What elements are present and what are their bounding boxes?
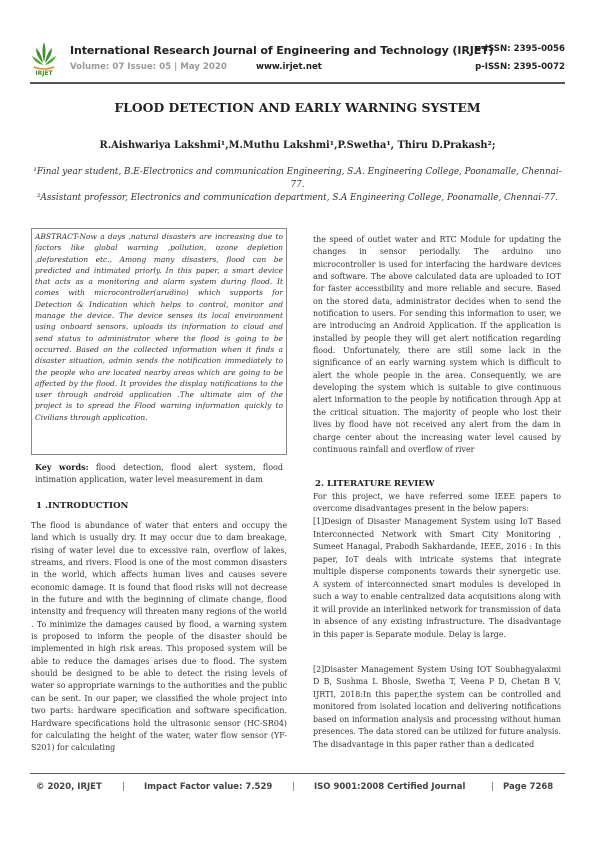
paper-title: FLOOD DETECTION AND EARLY WARNING SYSTEM <box>114 100 481 115</box>
literature-review-intro: For this project, we have referred some IEEE papers to overcome disadvantages present in the below papers: <box>313 492 561 514</box>
reference-1: [1]Design of Disaster Management System using IoT Based Interconnected Network with Smart City Monitoring , Sumeet Hanagal, Prabodh Sakhardande, IEEE, 2016 : In this paper, IoT deals with intricate systems that integrate multiple disperse components towards their synergetic use. A system of interconnected smart modules is developed in such a way to enable centralized data acquisitions along with it will provide an interlinked network for transmission of data in absence of any existing infrastructure. The disadvantage in this paper is Separate module. Delay is large. <box>313 517 561 639</box>
footer-iso: ISO 9001:2008 Certified Journal <box>314 782 466 792</box>
reference-2: [2]Disaster Management System Using IOT Soubhagyalaxmi D B, Sushma L Bhosle, Swetha T, Veena P D, Chetan B V, IJRTI, 2018:In this paper,the system can be controlled and monitored from isolated location and delivering notifications based on information analysis and processing without human presences. The data stored can be utilized for future analysis. The disadvantage in this paper rather than a dedicated <box>313 665 561 749</box>
affiliation-1: ¹Final year student, B.E-Electronics and communication Engineering, S.A. Engineering College, Poonamalle, Chennai-77. <box>33 167 562 190</box>
pissn: p-ISSN: 2395-0072 <box>475 62 565 72</box>
eissn: e-ISSN: 2395-0056 <box>475 44 565 54</box>
footer-separator: | <box>122 782 125 792</box>
website-link[interactable]: www.irjet.net <box>256 62 322 72</box>
keywords-label: Key words: <box>35 462 89 472</box>
irjet-logo <box>30 40 58 80</box>
abstract-box <box>31 228 287 455</box>
journal-header <box>30 40 565 82</box>
affiliation-2: ²Assistant professor, Electronics and communication department, S.A Engineering College, Poonamalle, Chennai-77. <box>36 193 559 203</box>
literature-review-heading: 2. LITERATURE REVIEW <box>315 479 435 489</box>
abstract-text: ABSTRACT-Now a days ,natural disasters are increasing due to factors like global warning ,pollution, ozone depletion ,deforestation etc., Among many disasters, flood can be predicted and intimated priorly. In this paper, a smart device that acts as a monitoring and alarm system during flood. It comes with microcontroller(arudino) which supports for Detection & Indication which helps to control, monitor and manage the device. The device senses its local environment using onboard sensors, uploads its information to cloud and send status to administrator where the flood is going to be occurred. Based on the collected information when it finds a disaster situation, admin sends the notification immediately to the people who are located nearby areas which are going to be affected by the flood. It provides the display notifications to the user through android application .The ultimate aim of the project is to spread the Flood warning information quickly to Civilians through application. <box>35 232 283 422</box>
keywords <box>35 461 283 487</box>
volume-info: Volume: 07 Issue: 05 | May 2020 <box>70 62 227 72</box>
keywords-text: flood detection, flood alert system, flood intimation application, water level measurement in dam <box>35 463 283 485</box>
paper-authors: R.Aishwariya Lakshmi¹,M.Muthu Lakshmi¹,P.Swetha¹, Thiru D.Prakash²; <box>99 140 496 151</box>
right-column-text: the speed of outlet water and RTC Module for updating the changes in sensor periodally. The arduino uno microcontroller is used for interfacing the hardware devices and software. The above calculated data are uploaded to IOT for faster accessibility and more reliable and secure. Based on the stored data, administrator decides when to send the notification to users. For sending this information to user, we are introducing an Android Application. If the application is installed by people they will get alert notification regarding flood. Unfortunately, there are still some lack in the significance of an early warning system which is difficult to alert the whole people in the area. Consequently, we are developing the system which is suitable to give continuous alert information to the people by notification through App at the critical situation. The majority of people who lost their lives by flood have not received any alert from the dam in charge center about the increasing water level caused by continuous rainfall and overflow of river <box>313 235 561 454</box>
footer-separator: | <box>292 782 295 792</box>
introduction-heading: 1 .INTRODUCTION <box>36 501 129 511</box>
footer-page-number: Page 7268 <box>503 782 554 792</box>
footer-impact-factor: Impact Factor value: 7.529 <box>144 782 273 792</box>
introduction-body: The flood is abundance of water that enters and occupy the land which is usually dry. It may occur due to dam breakage, rising of water level due to excessive rain, overflow of lakes, streams, and rivers. Flood is one of the most common disasters in the world, which affects human lives and causes severe economic damage. It is found that flood risks will not decrease in the future and with the beginning of climate change, flood intensity and frequency will threaten many regions of the world . To minimize the damages caused by flood, a warning system is proposed to inform the people of the disaster should be implemented in high risk areas. This proposed system will be able to reduce the damages arises due to flood. The system should be designed to be able to detect the rising levels of water so appropriate warnings to the authorities and the public can be sent. In our paper, we classified the whole project into two parts: hardware specification and software specification. Hardware specifications hold the ultrasonic sensor (HC-SR04) for calculating the height of the water, water flow sensor (YF-S201) for calculating <box>31 521 287 753</box>
footer-separator: | <box>491 782 494 792</box>
footer-copyright: © 2020, IRJET <box>36 782 102 792</box>
logo-text: IRJET <box>35 70 53 77</box>
journal-name: International Research Journal of Engineering and Technology (IRJET) <box>70 44 494 57</box>
footer-divider <box>30 773 565 774</box>
page-footer <box>36 782 561 796</box>
header-divider <box>30 82 565 84</box>
